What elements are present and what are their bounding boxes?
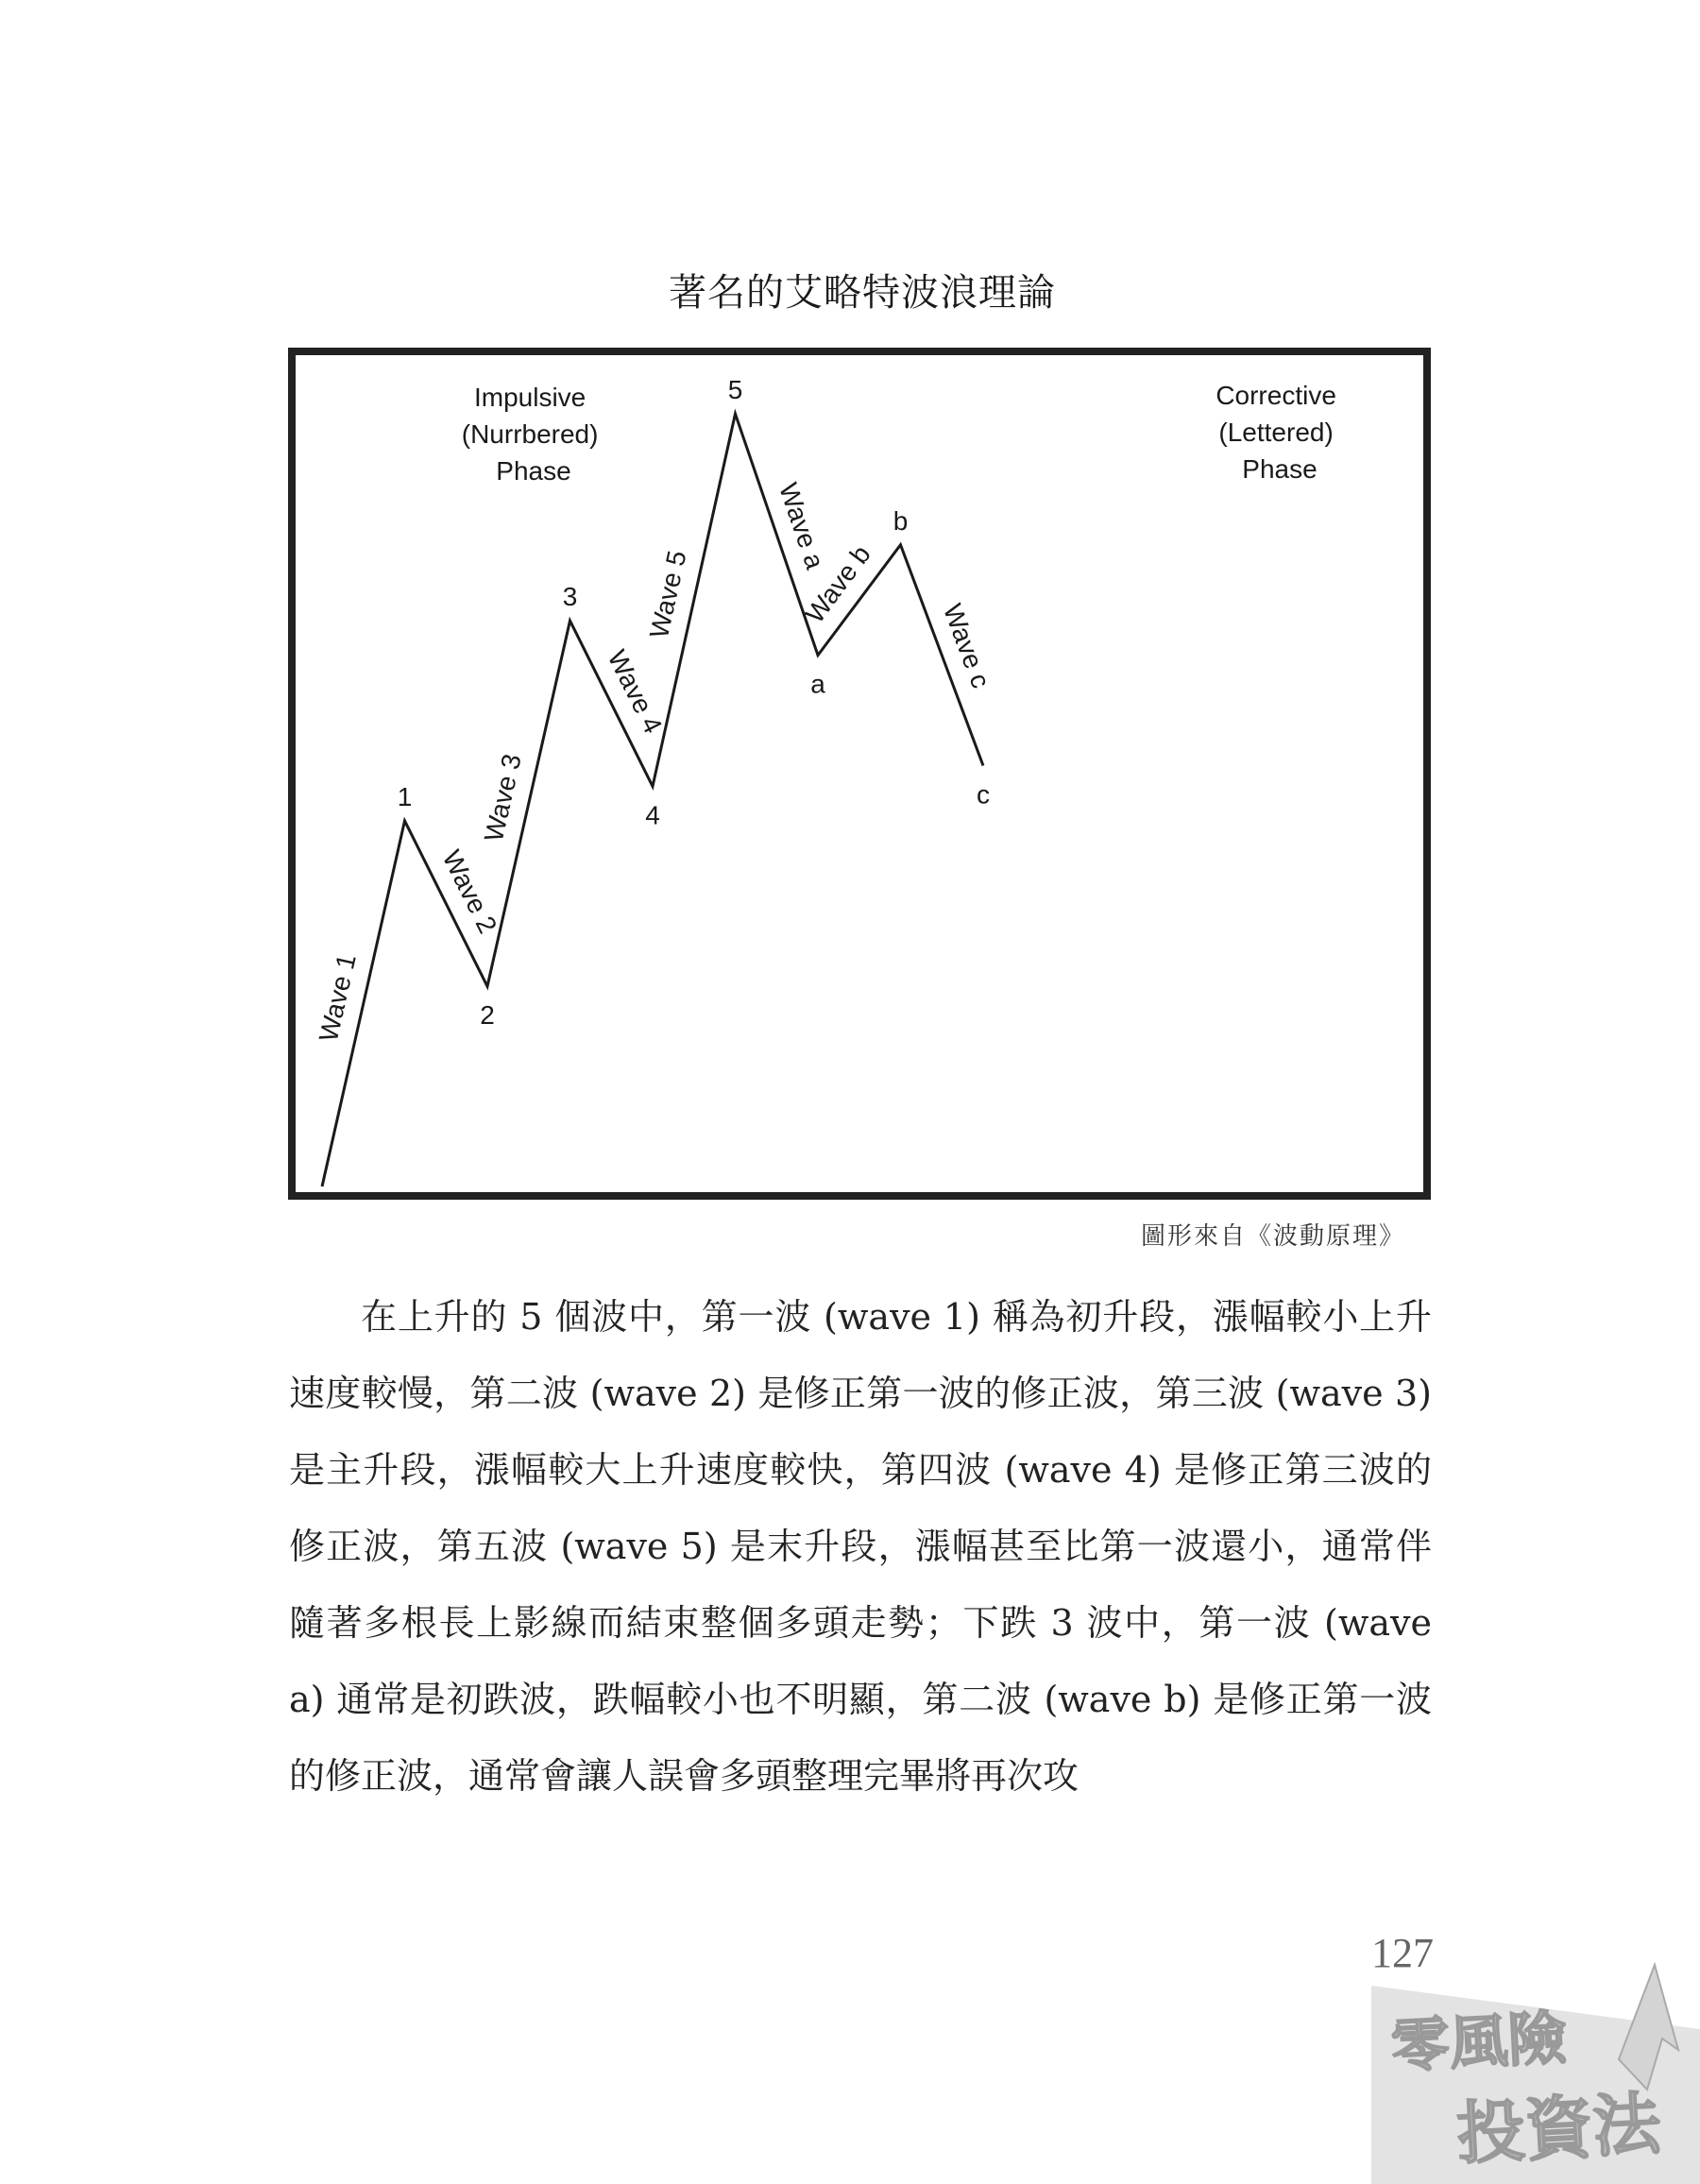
wave-segment-label: Wave a	[773, 479, 830, 573]
wave-segment-label: Wave 5	[643, 547, 692, 641]
figure-title: 著名的艾略特波浪理論	[669, 271, 1056, 315]
wave-point-label: c	[977, 779, 990, 810]
body-paragraph: 在上升的 5 個波中，第一波 (wave 1) 稱為初升段，漲幅較小上升速度較慢，第二波 (wave 2) 是修正第一波的修正波，第三波 (wave 3) 是主升段，漲幅較大上升速度較快，第四波 (wave 4) 是修正第三波的修正波，第五波 (wave 5) 是末升段，漲幅甚至比第一波還小，通常伴隨著多根長上影線而結束整個多頭走勢；下跌 3 波中，第一波 (wave a) 通常是初跌波，跌幅較小也不明顯，第二波 (wave b) 是修正第一波的修正波，通常會讓人誤會多頭整理完畢將再次攻	[289, 1296, 1432, 1797]
wave-point-label: 2	[480, 1000, 495, 1031]
wave-segment-label: Wave c	[937, 600, 996, 692]
wave-layer	[314, 375, 995, 1186]
corrective-label-line-1: Corrective	[1216, 381, 1336, 410]
wave-point-label: b	[892, 505, 909, 536]
wave-point-label: 1	[397, 781, 413, 811]
wave-point-label: 5	[727, 375, 743, 404]
wave-point-label: 4	[645, 800, 660, 830]
impulsive-label-line-1: Impulsive	[473, 383, 586, 412]
corrective-label-line-2: (Lettered)	[1218, 418, 1334, 447]
corrective-label-line-3: Phase	[1242, 454, 1318, 484]
wave-point-label: 3	[562, 582, 578, 612]
wave-point-label: a	[810, 669, 825, 699]
wave-segment-label: Wave 3	[478, 751, 527, 845]
wave-segment-label: Wave 4	[602, 645, 669, 739]
impulsive-label-line-2: (Nurrbered)	[461, 419, 599, 449]
chart-canvas	[296, 355, 1423, 1192]
book-logo-stamp	[1371, 1918, 1700, 2184]
wave-segment-label: Wave b	[799, 539, 876, 629]
elliott-wave-chart	[288, 348, 1431, 1200]
corrective-phase-label	[1216, 381, 1343, 484]
page-number: 127	[1371, 1930, 1434, 1976]
logo-text-line-1: 零風險	[1388, 2003, 1569, 2081]
impulsive-phase-label	[462, 383, 605, 486]
logo-text-line-2: 投資法	[1454, 2082, 1663, 2174]
wave-segment-label: Wave 2	[436, 845, 503, 938]
impulsive-label-line-3: Phase	[496, 456, 571, 486]
wave-segment-label: Wave 1	[313, 951, 362, 1045]
figure-source-caption: 圖形來自《波動原理》	[1140, 1222, 1405, 1251]
